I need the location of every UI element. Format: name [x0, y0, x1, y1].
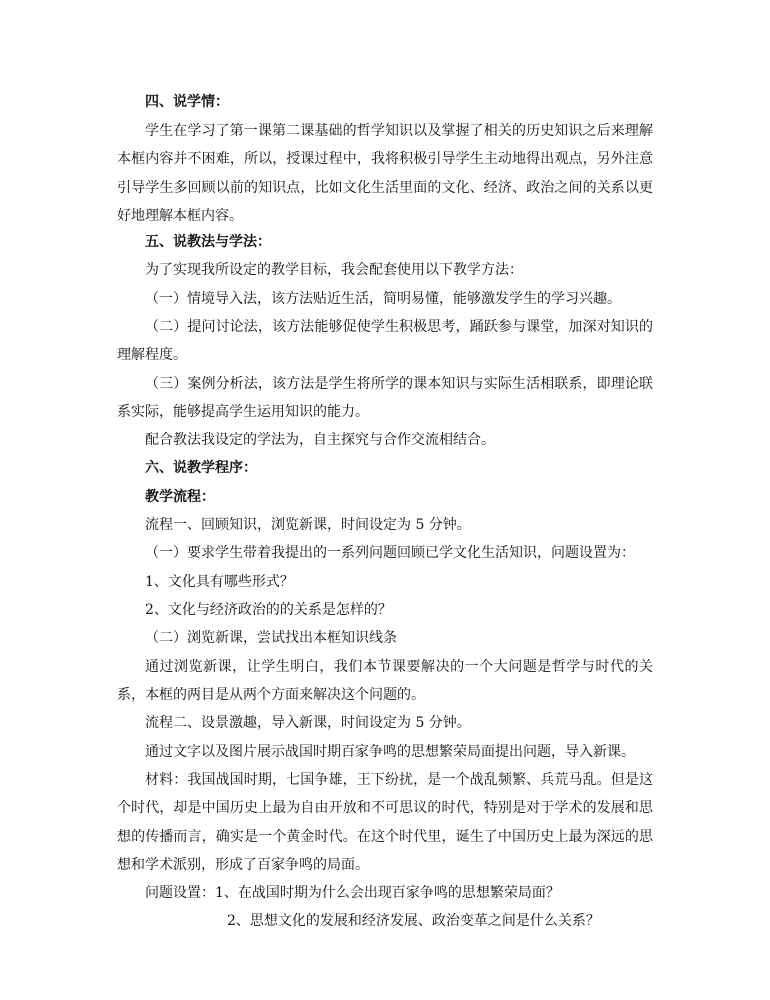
section-5-heading: 五、说教法与学法：: [145, 234, 271, 250]
flow-1-part-2: （二）浏览新课，尝试找出本框知识线条: [145, 630, 397, 646]
flow-2: 流程二、设景激趣，导入新课，时间设定为 5 分钟。: [145, 715, 471, 731]
section-6-heading: 六、说教学程序：: [145, 460, 257, 476]
flow-2-intro: 通过文字以及图片展示战国时期百家争鸣的思想繁荣局面提出问题，导入新课。: [145, 744, 635, 760]
material-paragraph: 材料：我国战国时期，七国争雄，王下纷扰，是一个战乱频繁、兵荒马乱。但是这个时代，却是中国历史上最为自由开放和不可思议的时代，特别是对于学术的发展和思想的传播而言，确实是一个黄金时代。在这个时代里，诞生了中国历史上最为深远的思想和学术派别，形成了百家争鸣的局面。: [117, 772, 653, 873]
question-setting-1: 问题设置：1、在战国时期为什么会出现百家争鸣的思想繁荣局面？: [145, 885, 560, 901]
section-4-heading: 四、说学情：: [145, 94, 229, 110]
flow-1-part-1: （一）要求学生带着我提出的一系列问题回顾已学文化生活知识，问题设置为：: [145, 545, 635, 561]
question-1: 1、文化具有哪些形式？: [145, 574, 294, 590]
section-5-intro: 为了实现我所设定的教学目标，我会配套使用以下教学方法：: [145, 262, 523, 278]
process-subheading: 教学流程：: [145, 489, 215, 505]
method-3: （三）案例分析法，该方法是学生将所学的课本知识与实际生活相联系，即理论联系实际，能够提高学生运用知识的能力。: [117, 376, 653, 421]
flow-1: 流程一、回顾知识，浏览新课，时间设定为 5 分钟。: [145, 517, 471, 533]
question-2: 2、文化与经济政治的的关系是怎样的？: [145, 602, 392, 618]
question-setting-2: 2、思想文化的发展和经济发展、政治变革之间是什么关系？: [227, 913, 600, 929]
method-2: （二）提问讨论法，该方法能够促使学生积极思考，踊跃参与课堂，加深对知识的理解程度。: [117, 319, 653, 364]
section-4-body: 学生在学习了第一课第二课基础的哲学知识以及掌握了相关的历史知识之后来理解本框内容并不困难，所以，授课过程中，我将积极引导学生主动地得出观点，另外注意引导学生多回顾以前的知识点，比如文化生活里面的文化、经济、政治之间的关系以更好地理解本框内容。: [117, 123, 653, 224]
method-1: （一）情境导入法，该方法贴近生活，简明易懂，能够激发学生的学习兴趣。: [145, 291, 621, 307]
flow-1-explanation: 通过浏览新课，让学生明白，我们本节课要解决的一个大问题是哲学与时代的关系，本框的两目是从两个方面来解决这个问题的。: [117, 659, 653, 704]
study-method: 配合教法我设定的学法为，自主探究与合作交流相结合。: [145, 432, 495, 448]
